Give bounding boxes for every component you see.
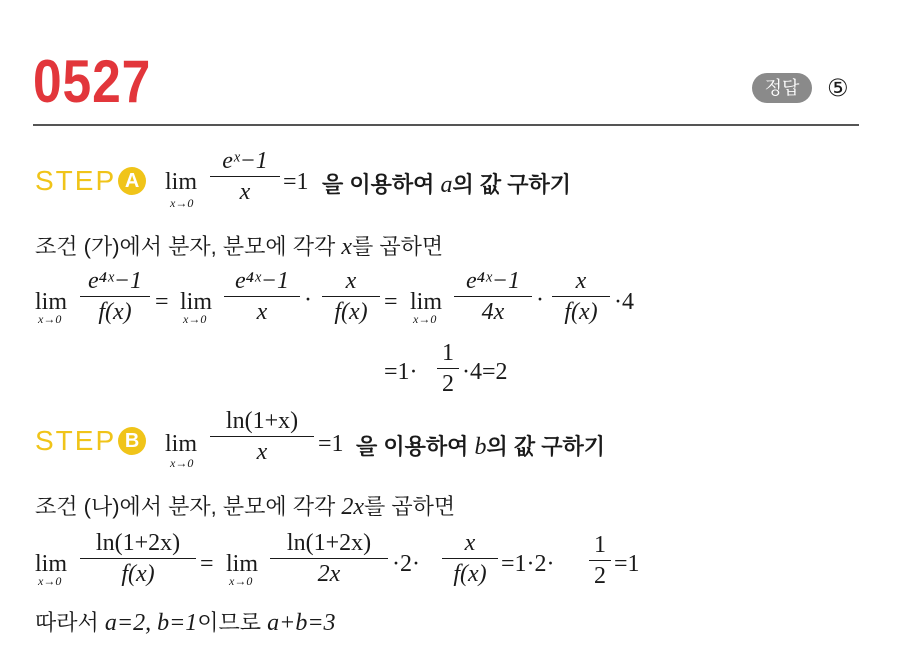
eq-a1-frac4: e⁴ˣ−1 4x <box>454 268 532 326</box>
answer-label-badge: 정답 <box>752 73 812 103</box>
step-b-equals: =1 <box>318 431 344 457</box>
problem-number: 0527 <box>33 48 152 115</box>
eq-a1-lim1: lim <box>35 289 68 315</box>
eq-a2-suffix: ·4=2 <box>462 359 508 385</box>
eq-b1-mid: ·2· <box>392 551 420 577</box>
step-a-title-text: 을 이용하여 a의 값 구하기 <box>322 172 571 198</box>
eq-b1-frac2: ln(1+2x) 2x <box>270 530 388 588</box>
step-b-frac-num: ln(1+x) <box>225 408 299 434</box>
eq-a1-dot1: · <box>304 287 312 313</box>
eq-a1-frac2: e⁴ˣ−1 x <box>224 268 300 326</box>
eq-a1-frac5: x f(x) <box>552 268 610 326</box>
eq-a1-tail: ·4 <box>614 289 634 315</box>
eq-a1-lim3-sub: x→0 <box>413 312 437 326</box>
step-a-frac-num: eˣ−1 <box>222 148 268 174</box>
step-b-fraction <box>210 408 314 466</box>
header-divider <box>33 124 859 126</box>
eq-a1-lim2: lim <box>180 289 213 315</box>
step-b-title-text: 을 이용하여 b의 값 구하기 <box>356 434 605 460</box>
step-b-lim: lim <box>165 431 198 457</box>
eq-a1-frac1: e⁴ˣ−1 f(x) <box>80 268 150 326</box>
step-a-heading <box>35 167 146 195</box>
eq-b1-lim1-sub: x→0 <box>38 574 62 588</box>
eq-b1-half: 1 2 <box>589 532 611 590</box>
eq-b1-eq-mid: =1·2· <box>501 551 555 577</box>
eq-b1-tail: =1 <box>614 551 640 577</box>
step-b-badge: B <box>118 427 146 455</box>
eq-b1-eq1: = <box>200 551 214 577</box>
eq-a1-lim3: lim <box>410 289 443 315</box>
step-a-equals: =1 <box>283 169 309 195</box>
eq-a1-eq2: = <box>384 289 398 315</box>
step-a-frac-den: x <box>239 179 251 206</box>
step-b-heading <box>35 427 146 455</box>
step-a-fraction <box>210 148 280 206</box>
step-a-badge: A <box>118 167 146 195</box>
step-b-condition-line: 조건 (나)에서 분자, 분모에 각각 2x를 곱하면 <box>35 494 456 520</box>
step-a-lim-sub: x→0 <box>170 196 194 210</box>
step-b-frac-den: x <box>256 439 268 466</box>
eq-a1-dot2: · <box>536 287 544 313</box>
answer-value: ⑤ <box>827 74 849 102</box>
eq-a2-half: 1 2 <box>437 340 459 398</box>
eq-b1-lim2-sub: x→0 <box>229 574 253 588</box>
eq-a1-eq1: = <box>155 289 169 315</box>
eq-b1-frac1: ln(1+2x) f(x) <box>80 530 196 588</box>
step-a-lim: lim <box>165 169 198 195</box>
step-b-label: STEP <box>35 425 117 456</box>
eq-a1-frac3: x f(x) <box>322 268 380 326</box>
step-b-lim-sub: x→0 <box>170 456 194 470</box>
step-a-label: STEP <box>35 165 117 196</box>
step-a-condition-line: 조건 (가)에서 분자, 분모에 각각 x를 곱하면 <box>35 234 444 260</box>
eq-b1-frac3: x f(x) <box>442 530 498 588</box>
conclusion-line: 따라서 a=2, b=1이므로 a+b=3 <box>35 610 336 636</box>
eq-a1-lim2-sub: x→0 <box>183 312 207 326</box>
eq-b1-lim1: lim <box>35 551 68 577</box>
eq-b1-lim2: lim <box>226 551 259 577</box>
eq-a1-lim1-sub: x→0 <box>38 312 62 326</box>
eq-a2-prefix: =1· <box>384 359 418 385</box>
